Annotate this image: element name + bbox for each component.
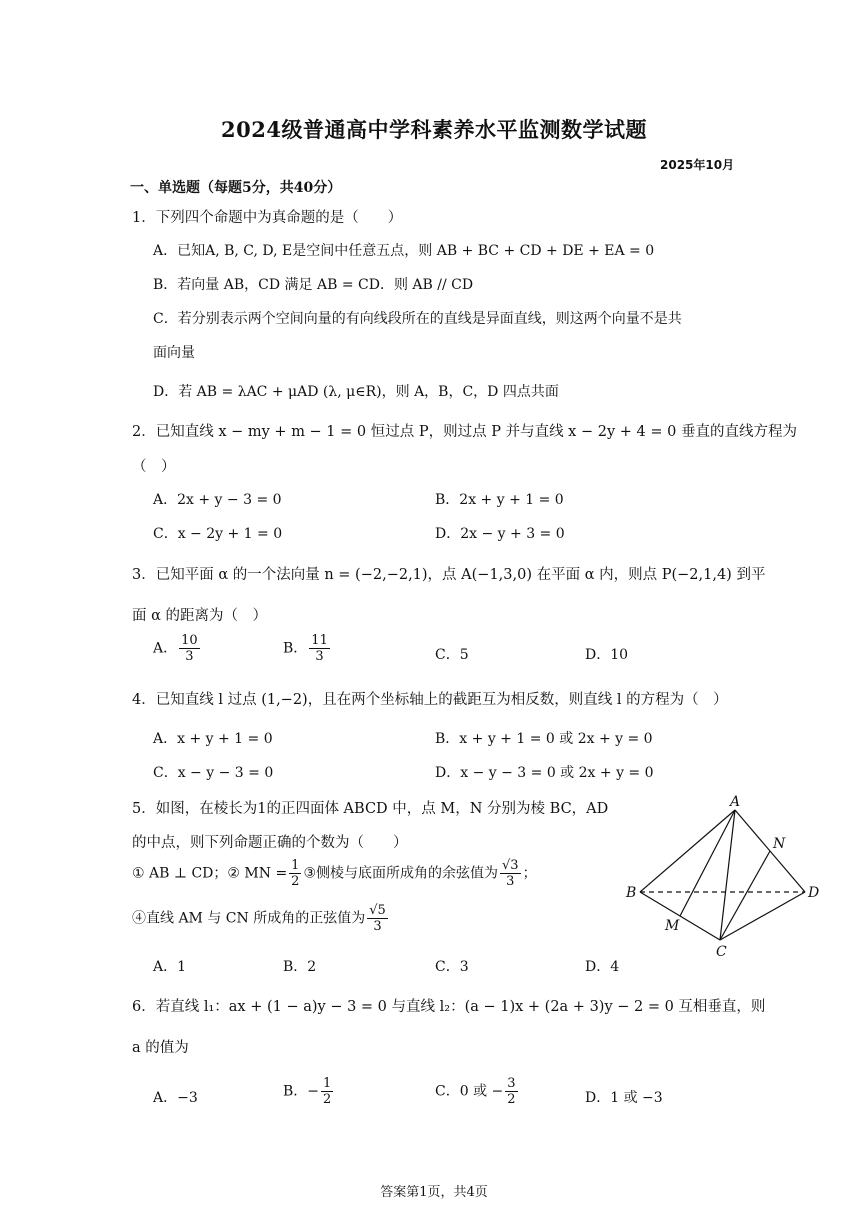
q3-stem: 3．已知平面 α 的一个法向量 n = (−2,−2,1)，点 A(−1,3,0) 在平面 α 内，则点 P(−2,1,4) 到平 bbox=[132, 567, 766, 583]
page-footer: 答案第1页，共4页 bbox=[380, 1185, 488, 1200]
q5-option-a: A．1 bbox=[153, 959, 187, 975]
edge-ab bbox=[640, 810, 735, 892]
q4-option-b: B．x + y + 1 = 0 或 2x + y = 0 bbox=[435, 731, 653, 747]
edge-cd bbox=[720, 892, 805, 940]
q1-option-c: C．若分别表示两个空间向量的有向线段所在的直线是异面直线，则这两个向量不是共 bbox=[153, 311, 682, 327]
fraction-numerator: 1 bbox=[323, 1076, 332, 1091]
q5-option-b: B．2 bbox=[283, 959, 317, 975]
fraction-denominator: 3 bbox=[315, 649, 324, 664]
q3-option-a bbox=[153, 633, 202, 664]
fraction-denominator: 3 bbox=[373, 919, 382, 934]
q5-stem: 5．如图，在棱长为1的正四面体 ABCD 中，点 M，N 分别为棱 BC，AD bbox=[132, 801, 609, 817]
q6-option-b-label: B．− bbox=[283, 1083, 320, 1100]
label-m: M bbox=[665, 918, 680, 934]
segment-am bbox=[680, 810, 735, 916]
edge-ac bbox=[720, 810, 735, 940]
q2-option-b: B．2x + y + 1 = 0 bbox=[435, 492, 564, 508]
q5-option-c: C．3 bbox=[435, 959, 469, 975]
fraction-numerator: 3 bbox=[507, 1076, 516, 1091]
fraction-denominator: 3 bbox=[185, 649, 194, 664]
q1-option-d: D．若 AB = λAC + μAD (λ, μ∈R)，则 A，B，C，D 四点共面 bbox=[153, 384, 559, 400]
q5-cos-fraction bbox=[500, 858, 521, 889]
q2-option-c: C．x − 2y + 1 = 0 bbox=[153, 526, 283, 542]
q1-option-c-cont: 面向量 bbox=[153, 345, 195, 361]
q6-option-c-fraction bbox=[505, 1076, 517, 1107]
q5-statement-text: ④直线 AM 与 CN 所成角的正弦值为 bbox=[132, 910, 366, 927]
fraction-denominator: 2 bbox=[507, 1092, 516, 1107]
q6-stem: 6．若直线 l₁：ax + (1 − a)y − 3 = 0 与直线 l₂：(a − 1)x + (2a + 3)y − 2 = 0 互相垂直，则 bbox=[132, 999, 766, 1015]
q4-option-c: C．x − y − 3 = 0 bbox=[153, 765, 274, 781]
q1-option-b: B．若向量 AB，CD 满足 AB = CD．则 AB // CD bbox=[153, 277, 474, 293]
fraction-numerator: 10 bbox=[181, 633, 198, 648]
label-b: B bbox=[626, 885, 637, 901]
fraction-numerator: √5 bbox=[369, 903, 386, 918]
fraction-numerator: 11 bbox=[311, 633, 328, 648]
q3-stem-cont: 面 α 的距离为（ ） bbox=[132, 608, 268, 624]
q3-option-a-label: A． bbox=[153, 640, 178, 657]
q5-statements-1 bbox=[132, 858, 537, 889]
label-c: C bbox=[716, 944, 727, 960]
q5-mn-fraction bbox=[289, 858, 301, 889]
q4-stem: 4．已知直线 l 过点 (1,−2)，且在两个坐标轴上的截距互为相反数，则直线 l 的方程为（ ） bbox=[132, 692, 728, 708]
page-title: 2024级普通高中学科素养水平监测数学试题 bbox=[221, 117, 647, 142]
q5-statement-text: ① AB ⊥ CD；② MN = bbox=[132, 865, 288, 882]
q1-stem: 1．下列四个命题中为真命题的是（ ） bbox=[132, 210, 403, 226]
q3-option-a-fraction bbox=[179, 633, 200, 664]
q1-option-a: A．已知A, B, C, D, E是空间中任意五点，则 AB + BC + CD + DE + EA = 0 bbox=[153, 243, 655, 259]
q3-option-c: C．5 bbox=[435, 647, 469, 663]
q2-option-a: A．2x + y − 3 = 0 bbox=[153, 492, 282, 508]
q6-option-c bbox=[435, 1076, 520, 1107]
fraction-numerator: √3 bbox=[502, 858, 519, 873]
q2-stem-cont: （ ） bbox=[132, 459, 176, 475]
q3-option-d: D．10 bbox=[585, 647, 629, 663]
fraction-denominator: 2 bbox=[291, 874, 300, 889]
fraction-denominator: 3 bbox=[506, 874, 515, 889]
q4-option-d: D．x − y − 3 = 0 或 2x + y = 0 bbox=[435, 765, 654, 781]
q2-stem: 2．已知直线 x − my + m − 1 = 0 恒过点 P，则过点 P 并与直线 x − 2y + 4 = 0 垂直的直线方程为 bbox=[132, 424, 797, 440]
section-heading: 一、单选题（每题5分，共40分） bbox=[130, 180, 342, 196]
q3-option-b-fraction bbox=[309, 633, 330, 664]
q6-option-b-fraction bbox=[321, 1076, 333, 1107]
tetrahedron-figure bbox=[620, 790, 825, 965]
q4-option-a: A．x + y + 1 = 0 bbox=[153, 731, 273, 747]
q6-stem-cont: a 的值为 bbox=[132, 1040, 189, 1056]
fraction-denominator: 2 bbox=[323, 1092, 332, 1107]
segment-cn bbox=[720, 851, 770, 940]
q6-option-d: D．1 或 −3 bbox=[585, 1090, 663, 1106]
q5-statement-text: ； bbox=[522, 865, 537, 882]
q6-option-c-label: C．0 或 − bbox=[435, 1083, 504, 1100]
q3-option-b bbox=[283, 633, 332, 664]
label-n: N bbox=[773, 836, 786, 852]
q5-stem-cont: 的中点，则下列命题正确的个数为（ ） bbox=[132, 835, 408, 851]
label-d: D bbox=[808, 885, 820, 901]
q6-option-a: A．−3 bbox=[153, 1090, 198, 1106]
q5-statements-2 bbox=[132, 903, 390, 934]
q5-sin-fraction bbox=[367, 903, 388, 934]
q5-option-d: D．4 bbox=[585, 959, 620, 975]
exam-date: 2025年10月 bbox=[660, 158, 735, 172]
label-a: A bbox=[730, 794, 741, 810]
q2-option-d: D．2x − y + 3 = 0 bbox=[435, 526, 565, 542]
q5-statement-text: ③侧棱与底面所成角的余弦值为 bbox=[303, 865, 499, 882]
q6-option-b bbox=[283, 1076, 335, 1107]
fraction-numerator: 1 bbox=[291, 858, 300, 873]
q3-option-b-label: B． bbox=[283, 640, 308, 657]
